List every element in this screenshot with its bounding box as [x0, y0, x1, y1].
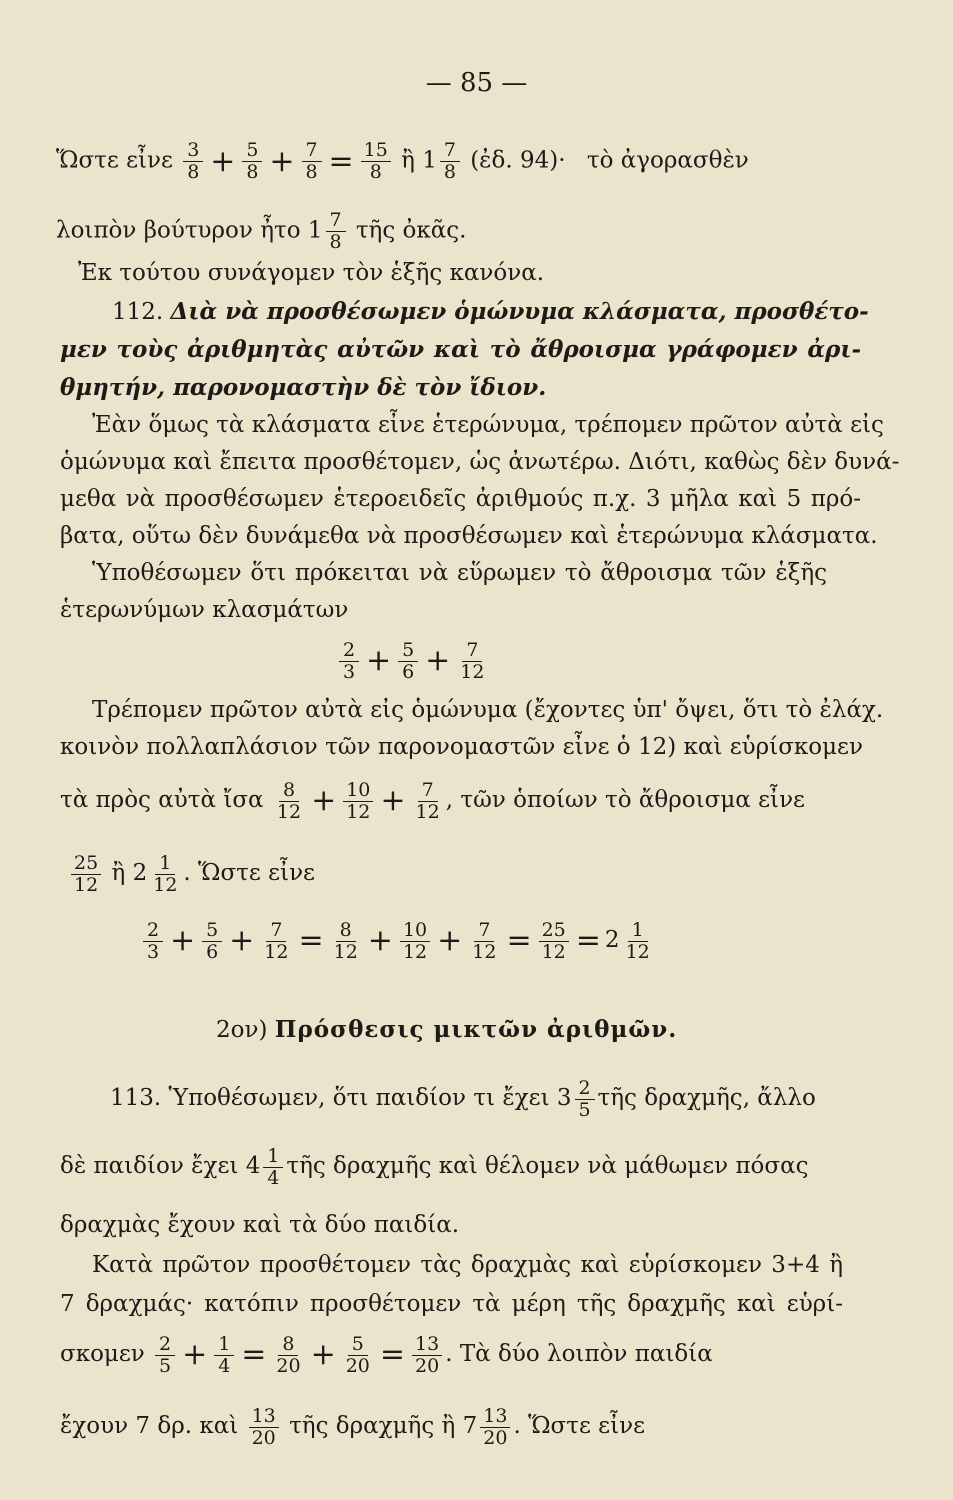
text: ἢ	[111, 860, 126, 886]
text: 2	[604, 927, 620, 953]
text: ἢ	[401, 147, 415, 174]
text-line: μεθα νὰ προσθέσωμεν ἑτεροειδεῖς ἀριθμούς π.χ. 3 μῆλα καὶ 5 πρό-	[60, 486, 861, 512]
text-line: βατα, οὕτω δὲν δυνάμεθα νὰ προσθέσωμεν καὶ ἑτερώνυμα κλάσματα.	[60, 523, 878, 549]
rule-line-1: 112. Διὰ νὰ προσθέσωμεν ὁμώνυμα κλάσματα, προσθέτο-	[112, 298, 869, 325]
text: δὲ παιδίον ἔχει	[60, 1153, 239, 1179]
text-line: Τρέπομεν πρῶτον αὐτὰ εἰς ὁμώνυμα (ἔχοντες ὑπ' ὄψει, ὅτι τὸ ἐλάχ.	[92, 697, 884, 723]
fraction: $\frac{5}{6}$	[202, 920, 222, 963]
rule-line-2: μεν τοὺς ἀριθμητὰς αὐτῶν καὶ τὸ ἄθροισμα γράφομεν ἀρι-	[60, 336, 861, 363]
fraction: $\frac{5}{20}$	[345, 1332, 370, 1377]
text-line: κοινὸν πολλαπλάσιον τῶν παρονομαστῶν εἶνε ὁ 12) καὶ εὑρίσκομεν	[60, 734, 863, 760]
rule-line-3: θμητήν, παρονομαστὴν δὲ τὸν ἴδιον.	[60, 374, 547, 401]
fraction: $\frac{13}{20}$	[249, 1406, 279, 1449]
fraction: $\frac{15}{8}$	[361, 140, 391, 183]
fraction: $\frac{5}{8}$	[242, 140, 262, 183]
fraction: $\frac{7}{12}$	[460, 638, 485, 683]
text-line: Ὑποθέσωμεν ὅτι πρόκειται νὰ εὕρωμεν τὸ ἄθροισμα τῶν ἑξῆς	[92, 560, 827, 586]
fraction: $\frac{13}{20}$	[480, 1406, 510, 1449]
fraction: $\frac{7}{12}$	[264, 918, 289, 963]
text: (ἐδ. 94)·	[470, 147, 566, 174]
text: . Ὥστε εἶνε	[183, 860, 315, 886]
fraction: $\frac{5}{6}$	[398, 640, 418, 683]
line-2	[56, 209, 853, 253]
line-3: Ἐκ τούτου συνάγομεν τὸν ἑξῆς κανόνα.	[78, 260, 545, 286]
fraction: $\frac{7}{8}$	[302, 140, 322, 183]
text: σκομεν	[60, 1341, 145, 1367]
heading-number: 2ον)	[216, 1017, 268, 1043]
fraction: $\frac{13}{20}$	[412, 1334, 442, 1377]
p113-line-6: σκομεν $\frac{2}{5}$ + $\frac{1}{4}$ = $\frac{8}{20}$ + $\frac{5}{20}$ = $\frac{13}{20}$ . Τὰ δύο λοιπὸν παιδία	[60, 1332, 713, 1377]
fraction: $\frac{10}{12}$	[343, 780, 373, 823]
p113-line-4: Κατὰ πρῶτον προσθέτομεν τὰς δραχμὰς καὶ εὑρίσκομεν 3+4 ἢ	[92, 1252, 843, 1278]
paragraph-number: 113.	[110, 1085, 162, 1111]
equation-2: $\frac{2}{3}$ + $\frac{5}{6}$ + $\frac{7}{12}$ = $\frac{8}{12}$ + $\frac{10}{12}$ + $\frac{7}{12}$ = $\frac{25}{12}$ = 2 $\frac{1}{12}$	[140, 910, 853, 970]
text: 3	[556, 1085, 572, 1111]
fraction: $\frac{7}{8}$	[440, 140, 460, 183]
fraction: $\frac{1}{4}$	[263, 1146, 283, 1189]
fraction: $\frac{7}{8}$	[326, 210, 346, 253]
heading-title: Πρόσθεσις μικτῶν ἀριθμῶν.	[274, 1016, 678, 1043]
text-line: ὁμώνυμα καὶ ἔπειτα προσθέτομεν, ὡς ἀνωτέρω. Διότι, καθὼς δὲν δυνά-	[60, 449, 900, 475]
fraction: $\frac{2}{3}$	[143, 920, 163, 963]
text: λοιπὸν βούτυρον ἦτο	[56, 217, 301, 244]
section-heading	[216, 1010, 853, 1050]
text: , τῶν ὁποίων τὸ ἄθροισμα εἶνε	[445, 787, 805, 813]
p113-line-1	[110, 1070, 853, 1126]
fraction: $\frac{25}{12}$	[71, 853, 101, 896]
fraction: $\frac{8}{12}$	[276, 778, 302, 823]
text: Ὥστε εἶνε	[56, 147, 173, 174]
text: 1	[307, 217, 323, 244]
p113-line-3: δραχμὰς ἔχουν καὶ τὰ δύο παιδία.	[60, 1212, 460, 1238]
text: 2	[132, 860, 148, 886]
fraction: $\frac{2}{5}$	[155, 1334, 175, 1377]
p113-line-2	[60, 1138, 853, 1194]
p113-line-7	[60, 1396, 853, 1456]
fraction: $\frac{2}{3}$	[339, 640, 359, 683]
fraction: $\frac{10}{12}$	[400, 920, 430, 963]
fraction: $\frac{1}{12}$	[625, 918, 650, 963]
fraction: $\frac{3}{8}$	[183, 140, 203, 183]
fraction: $\frac{7}{12}$	[415, 778, 440, 823]
fraction: $\frac{25}{12}$	[539, 920, 569, 963]
text: . Τὰ δύο λοιπὸν παιδία	[445, 1341, 713, 1367]
text: τὸ ἀγορασθὲν	[586, 147, 749, 174]
text: τῆς δραχμῆς, ἄλλο	[597, 1085, 816, 1111]
rule-number: 112.	[112, 299, 164, 325]
text: 1	[422, 147, 437, 174]
line-1: Ὥστε εἶνε $\frac{3}{8}$ + $\frac{5}{8}$ + $\frac{7}{8}$ = $\frac{15}{8}$ ἢ 1 $\frac{7}{8}$ (ἐδ. 94)· τὸ ἀγορασθὲν	[56, 139, 749, 183]
fraction: $\frac{7}{12}$	[472, 918, 497, 963]
fraction: $\frac{1}{12}$	[153, 851, 178, 896]
text-line: ἑτερωνύμων κλασμάτων	[60, 597, 349, 623]
text: 4	[245, 1153, 261, 1179]
text: τῆς δραχμῆς ἢ 7	[289, 1413, 478, 1439]
fraction: $\frac{1}{4}$	[214, 1334, 234, 1377]
text: Ὑποθέσωμεν, ὅτι παιδίον τι ἔχει	[168, 1085, 550, 1111]
text: . Ὥστε εἶνε	[513, 1413, 645, 1439]
fraction: $\frac{8}{12}$	[333, 918, 358, 963]
text: τῆς δραχμῆς καὶ θέλομεν νὰ μάθωμεν πόσας	[286, 1153, 809, 1179]
text: τῆς ὀκᾶς.	[355, 217, 467, 244]
page-number: — 85 —	[425, 68, 528, 98]
p113-line-5: 7 δραχμάς· κατόπιν προσθέτομεν τὰ μέρη τῆς δραχμῆς καὶ εὑρί-	[60, 1291, 843, 1317]
equation-1: $\frac{2}{3}$ + $\frac{5}{6}$ + $\frac{7}{12}$	[336, 630, 853, 690]
text: ἔχουν 7 δρ. καὶ	[60, 1413, 239, 1439]
line-sum	[68, 845, 853, 901]
text: τὰ πρὸς αὐτὰ ἴσα	[60, 787, 264, 813]
fraction: $\frac{2}{5}$	[575, 1078, 595, 1121]
fraction: $\frac{8}{20}$	[276, 1332, 301, 1377]
line-equal: τὰ πρὸς αὐτὰ ἴσα $\frac{8}{12}$ + $\frac{10}{12}$ + $\frac{7}{12}$ , τῶν ὁποίων τὸ ἄθροισμα εἶνε	[60, 778, 805, 823]
text-line: Ἐὰν ὅμως τὰ κλάσματα εἶνε ἑτερώνυμα, τρέπομεν πρῶτον αὐτὰ εἰς	[92, 412, 884, 438]
